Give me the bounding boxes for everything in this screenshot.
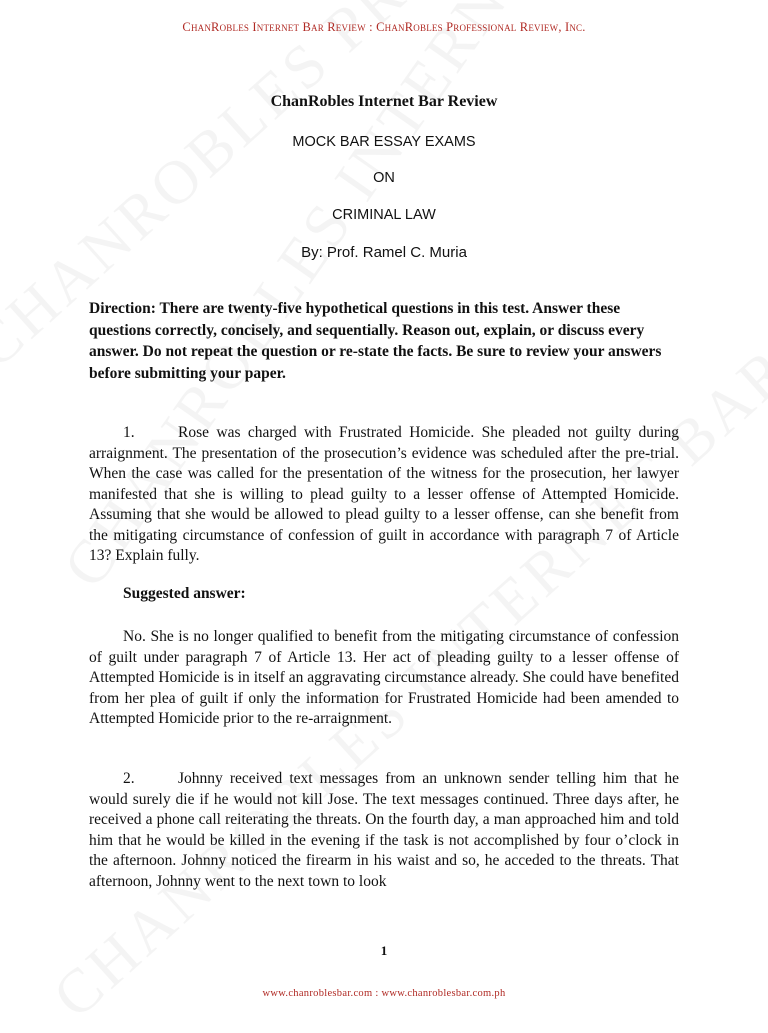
- footer-links: www.chanroblesbar.com : www.chanroblesbar.com.ph: [262, 988, 506, 999]
- answer-1: No. She is no longer qualified to benefit from the mitigating circumstance of confession of guilt under paragraph 7 of Article 13. Her act of pleading guilty to a lesser offense of Attempted Homicide is in itself an aggravating circumstance already. She could have benefited from her plea of guilt if only the information for Frustrated Homicide had been amended to Attempted Homicide prior to the re-arraignment.: [89, 628, 679, 727]
- running-header: ChanRobles Internet Bar Review : ChanRobles Professional Review, Inc.: [182, 20, 586, 34]
- exam-type: MOCK BAR ESSAY EXAMS: [292, 134, 476, 150]
- question-number: 2.: [123, 770, 135, 787]
- question-number: 1.: [123, 424, 135, 441]
- exam-on: ON: [373, 170, 395, 186]
- author-line: By: Prof. Ramel C. Muria: [301, 244, 467, 261]
- document-title: ChanRobles Internet Bar Review: [270, 93, 498, 110]
- page-number: 1: [380, 943, 388, 958]
- exam-subject: CRIMINAL LAW: [332, 207, 436, 223]
- direction-paragraph: Direction: There are twenty-five hypothetical questions in this test. Answer these questions correctly, concisely, and sequentially. Reason out, explain, or discuss every answer. Do not repeat the question or re-state the facts. Be sure to review your answers before submitting your paper.: [89, 300, 662, 382]
- question-text: Johnny received text messages from an unknown sender telling him that he would surely die if he would not kill Jose. The text messages continued. Three days after, he received a phone call reiterating the threats. On the fourth day, a man approached him and told him that he would be killed in the evening if the task is not accomplished by four o’clock in the afternoon. Johnny noticed the firearm in his waist and so, he acceded to the threats. That afternoon, Johnny went to the next town to look: [89, 770, 679, 890]
- question-2: [89, 769, 679, 892]
- question-1: [89, 423, 679, 567]
- question-text: Rose was charged with Frustrated Homicide. She pleaded not guilty during arraignment. The presentation of the prosecution’s evidence was scheduled after the pre-trial. When the case was called for the presentation of the witness for the prosecution, her lawyer manifested that she is willing to plead guilty to a lesser offense of Attempted Homicide. Assuming that she would be allowed to plead guilty to a lesser offense, can she benefit from the mitigating circumstance of confession of guilt in accordance with paragraph 7 of Article 13? Explain fully.: [89, 424, 679, 564]
- suggested-answer-label: Suggested answer:: [123, 585, 246, 602]
